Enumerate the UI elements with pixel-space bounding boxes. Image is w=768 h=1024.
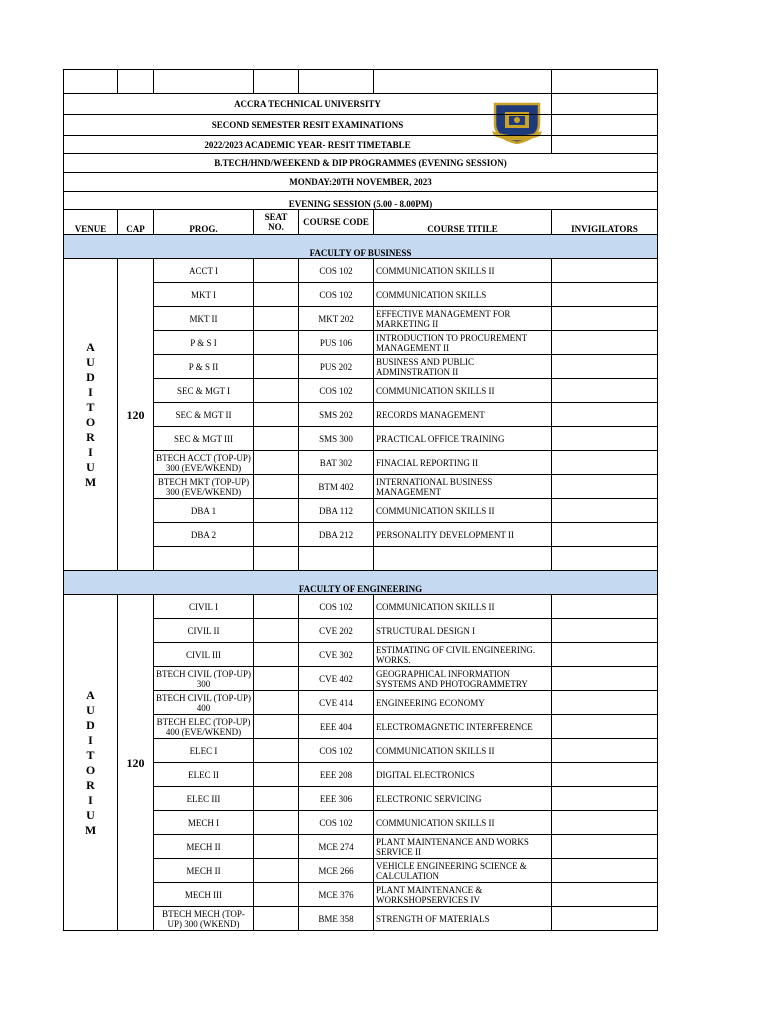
seat-cell — [254, 715, 299, 739]
col-code: COURSE CODE — [299, 210, 374, 235]
blank-top-row — [64, 70, 658, 94]
program-cell: ACCT I — [154, 259, 254, 283]
header-programmes-row — [64, 154, 658, 173]
seat-cell — [254, 355, 299, 379]
venue-letter: D — [86, 717, 95, 732]
table-row — [64, 331, 658, 355]
invigilator-cell — [552, 259, 658, 283]
venue-letter: I — [88, 384, 93, 399]
faculty-business-row — [64, 235, 658, 259]
course-code-cell: COS 102 — [299, 595, 374, 619]
program-cell: DBA 2 — [154, 523, 254, 547]
col-prog: PROG. — [154, 210, 254, 235]
venue-letter: I — [88, 444, 93, 459]
course-title-cell: PLANT MAINTENANCE & WORKSHOPSERVICES IV — [374, 883, 552, 907]
venue-letter: I — [88, 792, 93, 807]
program-cell: SEC & MGT I — [154, 379, 254, 403]
program-cell: P & S II — [154, 355, 254, 379]
seat-cell — [254, 451, 299, 475]
course-code-cell — [299, 547, 374, 571]
seat-cell — [254, 691, 299, 715]
course-title-cell: COMMUNICATION SKILLS — [374, 283, 552, 307]
program-cell: CIVIL II — [154, 619, 254, 643]
timetable-sheet — [63, 69, 657, 931]
table-row — [64, 883, 658, 907]
program-cell: ELEC I — [154, 739, 254, 763]
programmes-title: B.TECH/HND/WEEKEND & DIP PROGRAMMES (EVENING SESSION) — [64, 154, 658, 173]
course-title-cell: EFFECTIVE MANAGEMENT FOR MARKETING II — [374, 307, 552, 331]
seat-cell — [254, 763, 299, 787]
invigilator-cell — [552, 619, 658, 643]
course-title-cell: ELECTROMAGNETIC INTERFERENCE — [374, 715, 552, 739]
invigilator-cell — [552, 307, 658, 331]
seat-cell — [254, 307, 299, 331]
table-row — [64, 691, 658, 715]
exam-title: SECOND SEMESTER RESIT EXAMINATIONS — [64, 115, 552, 136]
course-code-cell: MKT 202 — [299, 307, 374, 331]
invigilator-cell — [552, 355, 658, 379]
course-title-cell: COMMUNICATION SKILLS II — [374, 595, 552, 619]
program-cell — [154, 547, 254, 571]
course-code-cell: MCE 266 — [299, 859, 374, 883]
course-code-cell: SMS 300 — [299, 427, 374, 451]
invigilator-cell — [552, 739, 658, 763]
invigilator-cell — [552, 283, 658, 307]
program-cell: MECH I — [154, 811, 254, 835]
program-cell: BTECH ACCT (TOP-UP) 300 (EVE/WKEND) — [154, 451, 254, 475]
header-university-row — [64, 94, 658, 115]
course-code-cell: EEE 306 — [299, 787, 374, 811]
invigilator-cell — [552, 475, 658, 499]
program-cell: MKT II — [154, 307, 254, 331]
invigilator-cell — [552, 403, 658, 427]
program-cell: BTECH MKT (TOP-UP) 300 (EVE/WKEND) — [154, 475, 254, 499]
program-cell: SEC & MGT III — [154, 427, 254, 451]
invigilator-cell — [552, 835, 658, 859]
invigilator-cell — [552, 331, 658, 355]
table-row — [64, 427, 658, 451]
col-invigilators: INVIGILATORS — [552, 210, 658, 235]
program-cell: BTECH ELEC (TOP-UP) 400 (EVE/WKEND) — [154, 715, 254, 739]
program-cell: ELEC II — [154, 763, 254, 787]
seat-cell — [254, 835, 299, 859]
course-title-cell: STRUCTURAL DESIGN I — [374, 619, 552, 643]
seat-cell — [254, 859, 299, 883]
table-row — [64, 379, 658, 403]
seat-cell — [254, 883, 299, 907]
course-code-cell: BAT 302 — [299, 451, 374, 475]
table-row — [64, 307, 658, 331]
program-cell: MECH II — [154, 835, 254, 859]
course-code-cell: SMS 202 — [299, 403, 374, 427]
seat-cell — [254, 283, 299, 307]
col-venue: VENUE — [64, 210, 118, 235]
header-session-row — [64, 192, 658, 210]
program-cell: BTECH CIVIL (TOP-UP) 300 — [154, 667, 254, 691]
table-row — [64, 907, 658, 931]
course-code-cell: COS 102 — [299, 739, 374, 763]
venue-letter: R — [86, 429, 95, 444]
venue-letter: O — [85, 414, 96, 429]
invigilator-cell — [552, 883, 658, 907]
col-title: COURSE TITILE — [374, 210, 552, 235]
course-code-cell: CVE 402 — [299, 667, 374, 691]
course-code-cell: EEE 208 — [299, 763, 374, 787]
invigilator-cell — [552, 667, 658, 691]
table-row — [64, 547, 658, 571]
venue-letter: T — [86, 399, 95, 414]
venue-cell — [64, 259, 118, 571]
invigilator-cell — [552, 715, 658, 739]
venue-cell — [64, 595, 118, 931]
program-cell: CIVIL III — [154, 643, 254, 667]
course-title-cell: PLANT MAINTENANCE AND WORKS SERVICE II — [374, 835, 552, 859]
program-cell: MECH II — [154, 859, 254, 883]
invigilator-cell — [552, 691, 658, 715]
table-row — [64, 667, 658, 691]
invigilator-cell — [552, 787, 658, 811]
course-code-cell: DBA 212 — [299, 523, 374, 547]
session-title: EVENING SESSION (5.00 - 8.00PM) — [64, 192, 658, 210]
invigilator-cell — [552, 547, 658, 571]
seat-cell — [254, 259, 299, 283]
program-cell: DBA 1 — [154, 499, 254, 523]
course-title-cell: ENGINEERING ECONOMY — [374, 691, 552, 715]
invigilator-cell — [552, 499, 658, 523]
invigilator-cell — [552, 379, 658, 403]
table-row — [64, 259, 658, 283]
invigilator-cell — [552, 595, 658, 619]
course-title-cell — [374, 547, 552, 571]
course-code-cell: EEE 404 — [299, 715, 374, 739]
invigilator-cell — [552, 427, 658, 451]
course-title-cell: PERSONALITY DEVELOPMENT II — [374, 523, 552, 547]
seat-cell — [254, 619, 299, 643]
course-title-cell: COMMUNICATION SKILLS II — [374, 379, 552, 403]
course-code-cell: COS 102 — [299, 259, 374, 283]
program-cell: SEC & MGT II — [154, 403, 254, 427]
table-row — [64, 859, 658, 883]
header-year-row — [64, 136, 658, 154]
course-code-cell: PUS 106 — [299, 331, 374, 355]
table-row — [64, 475, 658, 499]
venue-letter: U — [86, 807, 95, 822]
program-cell: MECH III — [154, 883, 254, 907]
table-row — [64, 523, 658, 547]
course-title-cell: GEOGRAPHICAL INFORMATION SYSTEMS AND PHOTOGRAMMETRY — [374, 667, 552, 691]
table-row — [64, 451, 658, 475]
course-title-cell: RECORDS MANAGEMENT — [374, 403, 552, 427]
venue-letter: A — [86, 339, 95, 354]
table-row — [64, 739, 658, 763]
table-row — [64, 787, 658, 811]
seat-cell — [254, 667, 299, 691]
capacity-cell: 120 — [118, 595, 154, 931]
invigilator-cell — [552, 523, 658, 547]
table-row — [64, 763, 658, 787]
program-cell: ELEC III — [154, 787, 254, 811]
seat-cell — [254, 403, 299, 427]
course-code-cell: COS 102 — [299, 283, 374, 307]
course-title-cell: BUSINESS AND PUBLIC ADMINSTRATION II — [374, 355, 552, 379]
course-title-cell: COMMUNICATION SKILLS II — [374, 811, 552, 835]
table-row — [64, 643, 658, 667]
seat-cell — [254, 475, 299, 499]
venue-letter: O — [85, 762, 96, 777]
capacity-cell: 120 — [118, 259, 154, 571]
venue-letter: D — [86, 369, 95, 384]
invigilator-cell — [552, 859, 658, 883]
course-title-cell: COMMUNICATION SKILLS II — [374, 499, 552, 523]
academic-year: 2022/2023 ACADEMIC YEAR- RESIT TIMETABLE — [64, 136, 552, 154]
venue-letter: R — [86, 777, 95, 792]
course-title-cell: COMMUNICATION SKILLS II — [374, 259, 552, 283]
exam-date: MONDAY:20TH NOVEMBER, 2023 — [64, 173, 658, 192]
program-cell: BTECH CIVIL (TOP-UP) 400 — [154, 691, 254, 715]
course-title-cell: FINACIAL REPORTING II — [374, 451, 552, 475]
venue-letter: I — [88, 732, 93, 747]
course-code-cell: MCE 376 — [299, 883, 374, 907]
header-date-row — [64, 173, 658, 192]
course-code-cell: CVE 414 — [299, 691, 374, 715]
column-header-row — [64, 210, 658, 235]
course-code-cell: BTM 402 — [299, 475, 374, 499]
course-title-cell: DIGITAL ELECTRONICS — [374, 763, 552, 787]
course-title-cell: PRACTICAL OFFICE TRAINING — [374, 427, 552, 451]
program-cell: CIVIL I — [154, 595, 254, 619]
program-cell: BTECH MECH (TOP-UP) 300 (WKEND) — [154, 907, 254, 931]
header-exam-row — [64, 115, 658, 136]
course-title-cell: STRENGTH OF MATERIALS — [374, 907, 552, 931]
invigilator-cell — [552, 907, 658, 931]
table-row — [64, 403, 658, 427]
timetable-table — [63, 69, 658, 931]
table-row — [64, 355, 658, 379]
table-row — [64, 619, 658, 643]
course-title-cell: COMMUNICATION SKILLS II — [374, 739, 552, 763]
venue-letter: M — [84, 474, 97, 489]
venue-letter: T — [86, 747, 95, 762]
table-row — [64, 283, 658, 307]
course-title-cell: INTRODUCTION TO PROCUREMENT MANAGEMENT II — [374, 331, 552, 355]
course-code-cell: COS 102 — [299, 811, 374, 835]
invigilator-cell — [552, 451, 658, 475]
table-row — [64, 595, 658, 619]
col-seat: SEAT NO. — [254, 210, 299, 235]
seat-cell — [254, 811, 299, 835]
venue-letter: M — [84, 822, 97, 837]
seat-cell — [254, 643, 299, 667]
faculty-engineering-label: FACULTY OF ENGINEERING — [64, 571, 658, 595]
program-cell: MKT I — [154, 283, 254, 307]
table-row — [64, 715, 658, 739]
course-title-cell: INTERNATIONAL BUSINESS MANAGEMENT — [374, 475, 552, 499]
seat-cell — [254, 331, 299, 355]
course-code-cell: MCE 274 — [299, 835, 374, 859]
program-cell: P & S I — [154, 331, 254, 355]
venue-letter: U — [86, 354, 95, 369]
seat-cell — [254, 907, 299, 931]
course-title-cell: ESTIMATING OF CIVIL ENGINEERING. WORKS. — [374, 643, 552, 667]
table-row — [64, 835, 658, 859]
course-title-cell: VEHICLE ENGINEERING SCIENCE & CALCULATION — [374, 859, 552, 883]
course-code-cell: PUS 202 — [299, 355, 374, 379]
faculty-business-label: FACULTY OF BUSINESS — [64, 235, 658, 259]
course-code-cell: CVE 302 — [299, 643, 374, 667]
course-title-cell: ELECTRONIC SERVICING — [374, 787, 552, 811]
invigilator-cell — [552, 643, 658, 667]
table-row — [64, 499, 658, 523]
seat-cell — [254, 523, 299, 547]
seat-cell — [254, 427, 299, 451]
col-cap: CAP — [118, 210, 154, 235]
table-row — [64, 811, 658, 835]
venue-letter: A — [86, 687, 95, 702]
seat-cell — [254, 739, 299, 763]
venue-letter: U — [86, 459, 95, 474]
faculty-engineering-row — [64, 571, 658, 595]
invigilator-cell — [552, 763, 658, 787]
seat-cell — [254, 379, 299, 403]
seat-cell — [254, 499, 299, 523]
seat-cell — [254, 547, 299, 571]
course-code-cell: DBA 112 — [299, 499, 374, 523]
course-code-cell: CVE 202 — [299, 619, 374, 643]
invigilator-cell — [552, 811, 658, 835]
seat-cell — [254, 787, 299, 811]
course-code-cell: COS 102 — [299, 379, 374, 403]
course-code-cell: BME 358 — [299, 907, 374, 931]
university-title: ACCRA TECHNICAL UNIVERSITY — [64, 94, 552, 115]
venue-letter: U — [86, 702, 95, 717]
seat-cell — [254, 595, 299, 619]
